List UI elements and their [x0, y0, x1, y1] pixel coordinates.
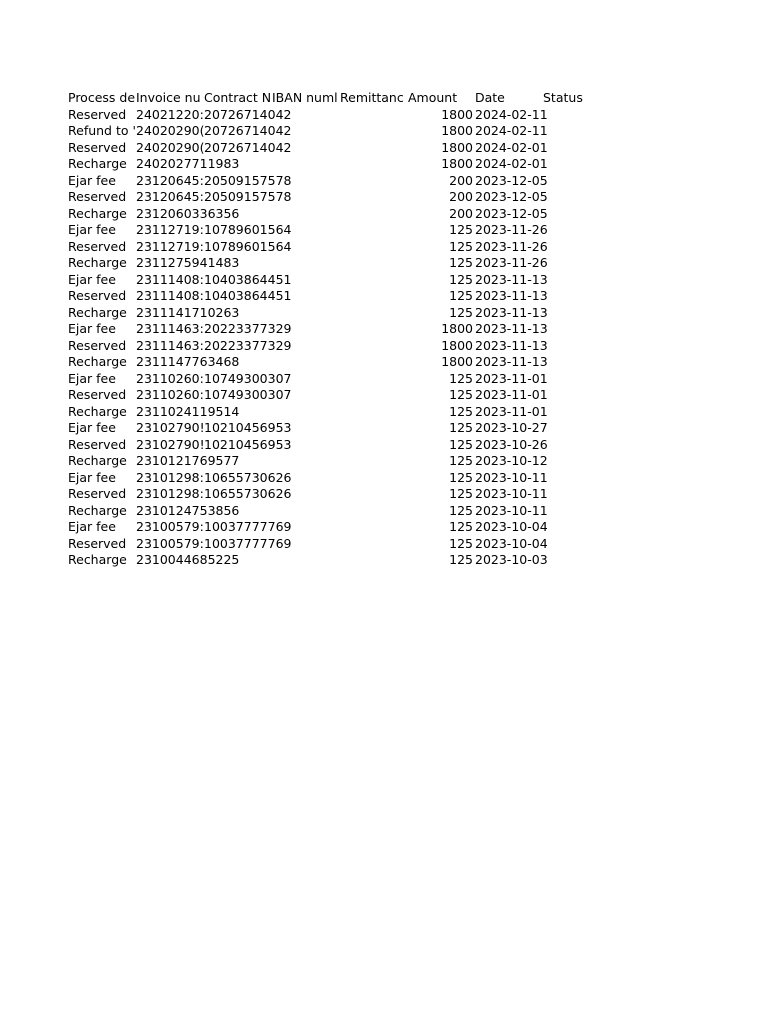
cell-contract: 20726714042	[204, 139, 292, 155]
cell-invoice: 23110260:	[136, 387, 204, 402]
cell-date: 2023-10-11	[475, 469, 548, 485]
cell-date: 2024-02-01	[475, 139, 548, 155]
cell-date: 2024-02-01	[475, 156, 548, 171]
cell-invoice: 23120645:	[136, 172, 204, 188]
cell-amount: 125	[449, 255, 473, 270]
cell-date: 2023-12-05	[475, 172, 548, 188]
cell-date: 2023-10-04	[475, 535, 548, 551]
cell-contract: 20726714042	[204, 106, 292, 122]
cell-contract: 20726714042	[204, 123, 292, 138]
cell-invoice: 23111463:	[136, 321, 204, 336]
cell-process: Recharge	[68, 255, 127, 270]
cell-amount: 125	[449, 304, 473, 320]
cell-date: 2023-10-12	[475, 453, 548, 468]
cell-invoice: 23101298:	[136, 486, 204, 501]
cell-date: 2023-11-26	[475, 255, 548, 270]
cell-date: 2023-12-05	[475, 189, 548, 204]
cell-amount: 125	[449, 486, 473, 501]
cell-amount: 125	[449, 420, 473, 435]
cell-amount: 125	[449, 453, 473, 468]
cell-contract: 10210456953	[204, 436, 292, 452]
cell-invoice: 2310121769577	[136, 453, 240, 468]
cell-amount: 125	[449, 370, 473, 386]
cell-amount: 125	[449, 469, 473, 485]
cell-invoice: 23102790!	[136, 420, 205, 435]
cell-invoice: 24021220:	[136, 106, 204, 122]
cell-amount: 1800	[441, 156, 473, 171]
cell-invoice: 2311141710263	[136, 304, 240, 320]
cell-invoice: 23110260:	[136, 370, 204, 386]
cell-date: 2023-11-13	[475, 321, 548, 336]
cell-amount: 125	[449, 288, 473, 303]
cell-invoice: 23101298:	[136, 469, 204, 485]
cell-date: 2023-12-05	[475, 205, 548, 221]
cell-date: 2023-10-04	[475, 519, 548, 534]
cell-process: Ejar fee	[68, 469, 116, 485]
cell-invoice: 2310124753856	[136, 502, 240, 518]
cell-contract: 20223377329	[204, 337, 292, 353]
cell-date: 2023-10-27	[475, 420, 548, 435]
cell-invoice: 2311147763468	[136, 354, 240, 369]
cell-process: Reserved	[68, 139, 127, 155]
cell-invoice: 23112719:	[136, 222, 204, 237]
cell-amount: 125	[449, 502, 473, 518]
cell-process: Reserved	[68, 288, 127, 303]
cell-process: Reserved	[68, 436, 127, 452]
cell-contract: 10749300307	[204, 370, 292, 386]
cell-date: 2023-10-11	[475, 486, 548, 501]
cell-process: Recharge	[68, 205, 127, 221]
cell-amount: 200	[449, 205, 473, 221]
cell-amount: 1800	[441, 106, 473, 122]
cell-invoice: 2402027711983	[136, 156, 240, 171]
cell-amount: 125	[449, 535, 473, 551]
cell-amount: 200	[449, 189, 473, 204]
cell-process: Recharge	[68, 552, 127, 567]
cell-date: 2023-10-26	[475, 436, 548, 452]
cell-amount: 200	[449, 172, 473, 188]
cell-process: Ejar fee	[68, 172, 116, 188]
cell-amount: 125	[449, 271, 473, 287]
cell-invoice: 2310044685225	[136, 552, 240, 567]
header-status: Status	[543, 90, 583, 105]
cell-date: 2023-11-13	[475, 337, 548, 353]
cell-process: Ejar fee	[68, 271, 116, 287]
cell-process: Reserved	[68, 535, 127, 551]
cell-invoice: 23100579:	[136, 519, 204, 534]
header-process: Process de	[68, 90, 136, 105]
cell-contract: 10789601564	[204, 238, 292, 254]
header-iban: IBAN numl	[272, 90, 338, 105]
cell-contract: 10037777769	[204, 519, 292, 534]
cell-invoice: 23102790!	[136, 436, 205, 452]
cell-invoice: 23111463:	[136, 337, 204, 353]
cell-process: Reserved	[68, 189, 127, 204]
cell-date: 2024-02-11	[475, 123, 548, 138]
cell-invoice: 2311024119514	[136, 403, 240, 419]
cell-process: Recharge	[68, 304, 127, 320]
cell-amount: 125	[449, 387, 473, 402]
cell-amount: 125	[449, 222, 473, 237]
cell-date: 2023-11-26	[475, 238, 548, 254]
cell-contract: 10655730626	[204, 486, 292, 501]
cell-contract: 20509157578	[204, 172, 292, 188]
cell-date: 2023-11-13	[475, 271, 548, 287]
cell-date: 2023-10-03	[475, 552, 548, 567]
cell-amount: 125	[449, 436, 473, 452]
cell-process: Ejar fee	[68, 370, 116, 386]
cell-date: 2023-11-01	[475, 370, 548, 386]
cell-amount: 125	[449, 519, 473, 534]
cell-process: Reserved	[68, 387, 127, 402]
cell-amount: 1800	[441, 139, 473, 155]
cell-process: Ejar fee	[68, 321, 116, 336]
cell-contract: 20223377329	[204, 321, 292, 336]
cell-date: 2023-11-13	[475, 304, 548, 320]
cell-invoice: 23100579:	[136, 535, 204, 551]
header-date: Date	[475, 90, 505, 105]
cell-amount: 125	[449, 238, 473, 254]
cell-date: 2023-11-13	[475, 354, 548, 369]
cell-process: Recharge	[68, 453, 127, 468]
cell-contract: 10403864451	[204, 271, 292, 287]
cell-amount: 1800	[441, 321, 473, 336]
cell-process: Reserved	[68, 337, 127, 353]
cell-process: Ejar fee	[68, 519, 116, 534]
cell-invoice: 2311275941483	[136, 255, 240, 270]
cell-process: Reserved	[68, 106, 127, 122]
cell-contract: 10403864451	[204, 288, 292, 303]
cell-process: Recharge	[68, 354, 127, 369]
cell-process: Recharge	[68, 502, 127, 518]
cell-invoice: 24020290(	[136, 123, 205, 138]
cell-invoice: 23120645:	[136, 189, 204, 204]
cell-contract: 10210456953	[204, 420, 292, 435]
header-invoice: Invoice nu	[136, 90, 201, 105]
cell-process: Ejar fee	[68, 420, 116, 435]
header-amount: Amount	[408, 90, 458, 105]
cell-process: Ejar fee	[68, 222, 116, 237]
cell-amount: 125	[449, 403, 473, 419]
cell-date: 2023-11-13	[475, 288, 548, 303]
cell-invoice: 23111408:	[136, 288, 204, 303]
cell-date: 2023-11-01	[475, 387, 548, 402]
cell-invoice: 2312060336356	[136, 205, 240, 221]
cell-amount: 1800	[441, 123, 473, 138]
cell-contract: 10037777769	[204, 535, 292, 551]
header-contract: Contract N	[204, 90, 272, 105]
cell-process: Reserved	[68, 238, 127, 254]
cell-contract: 10655730626	[204, 469, 292, 485]
cell-process: Refund to '	[68, 123, 136, 138]
cell-contract: 20509157578	[204, 189, 292, 204]
cell-amount: 1800	[441, 337, 473, 353]
cell-contract: 10789601564	[204, 222, 292, 237]
cell-contract: 10749300307	[204, 387, 292, 402]
cell-amount: 125	[449, 552, 473, 567]
cell-invoice: 23112719:	[136, 238, 204, 254]
cell-process: Recharge	[68, 403, 127, 419]
cell-date: 2024-02-11	[475, 106, 548, 122]
cell-date: 2023-11-01	[475, 403, 548, 419]
cell-date: 2023-10-11	[475, 502, 548, 518]
cell-process: Recharge	[68, 156, 127, 171]
cell-process: Reserved	[68, 486, 127, 501]
header-remittance: Remittanc	[340, 90, 404, 105]
cell-date: 2023-11-26	[475, 222, 548, 237]
cell-amount: 1800	[441, 354, 473, 369]
cell-invoice: 24020290(	[136, 139, 205, 155]
cell-invoice: 23111408:	[136, 271, 204, 287]
